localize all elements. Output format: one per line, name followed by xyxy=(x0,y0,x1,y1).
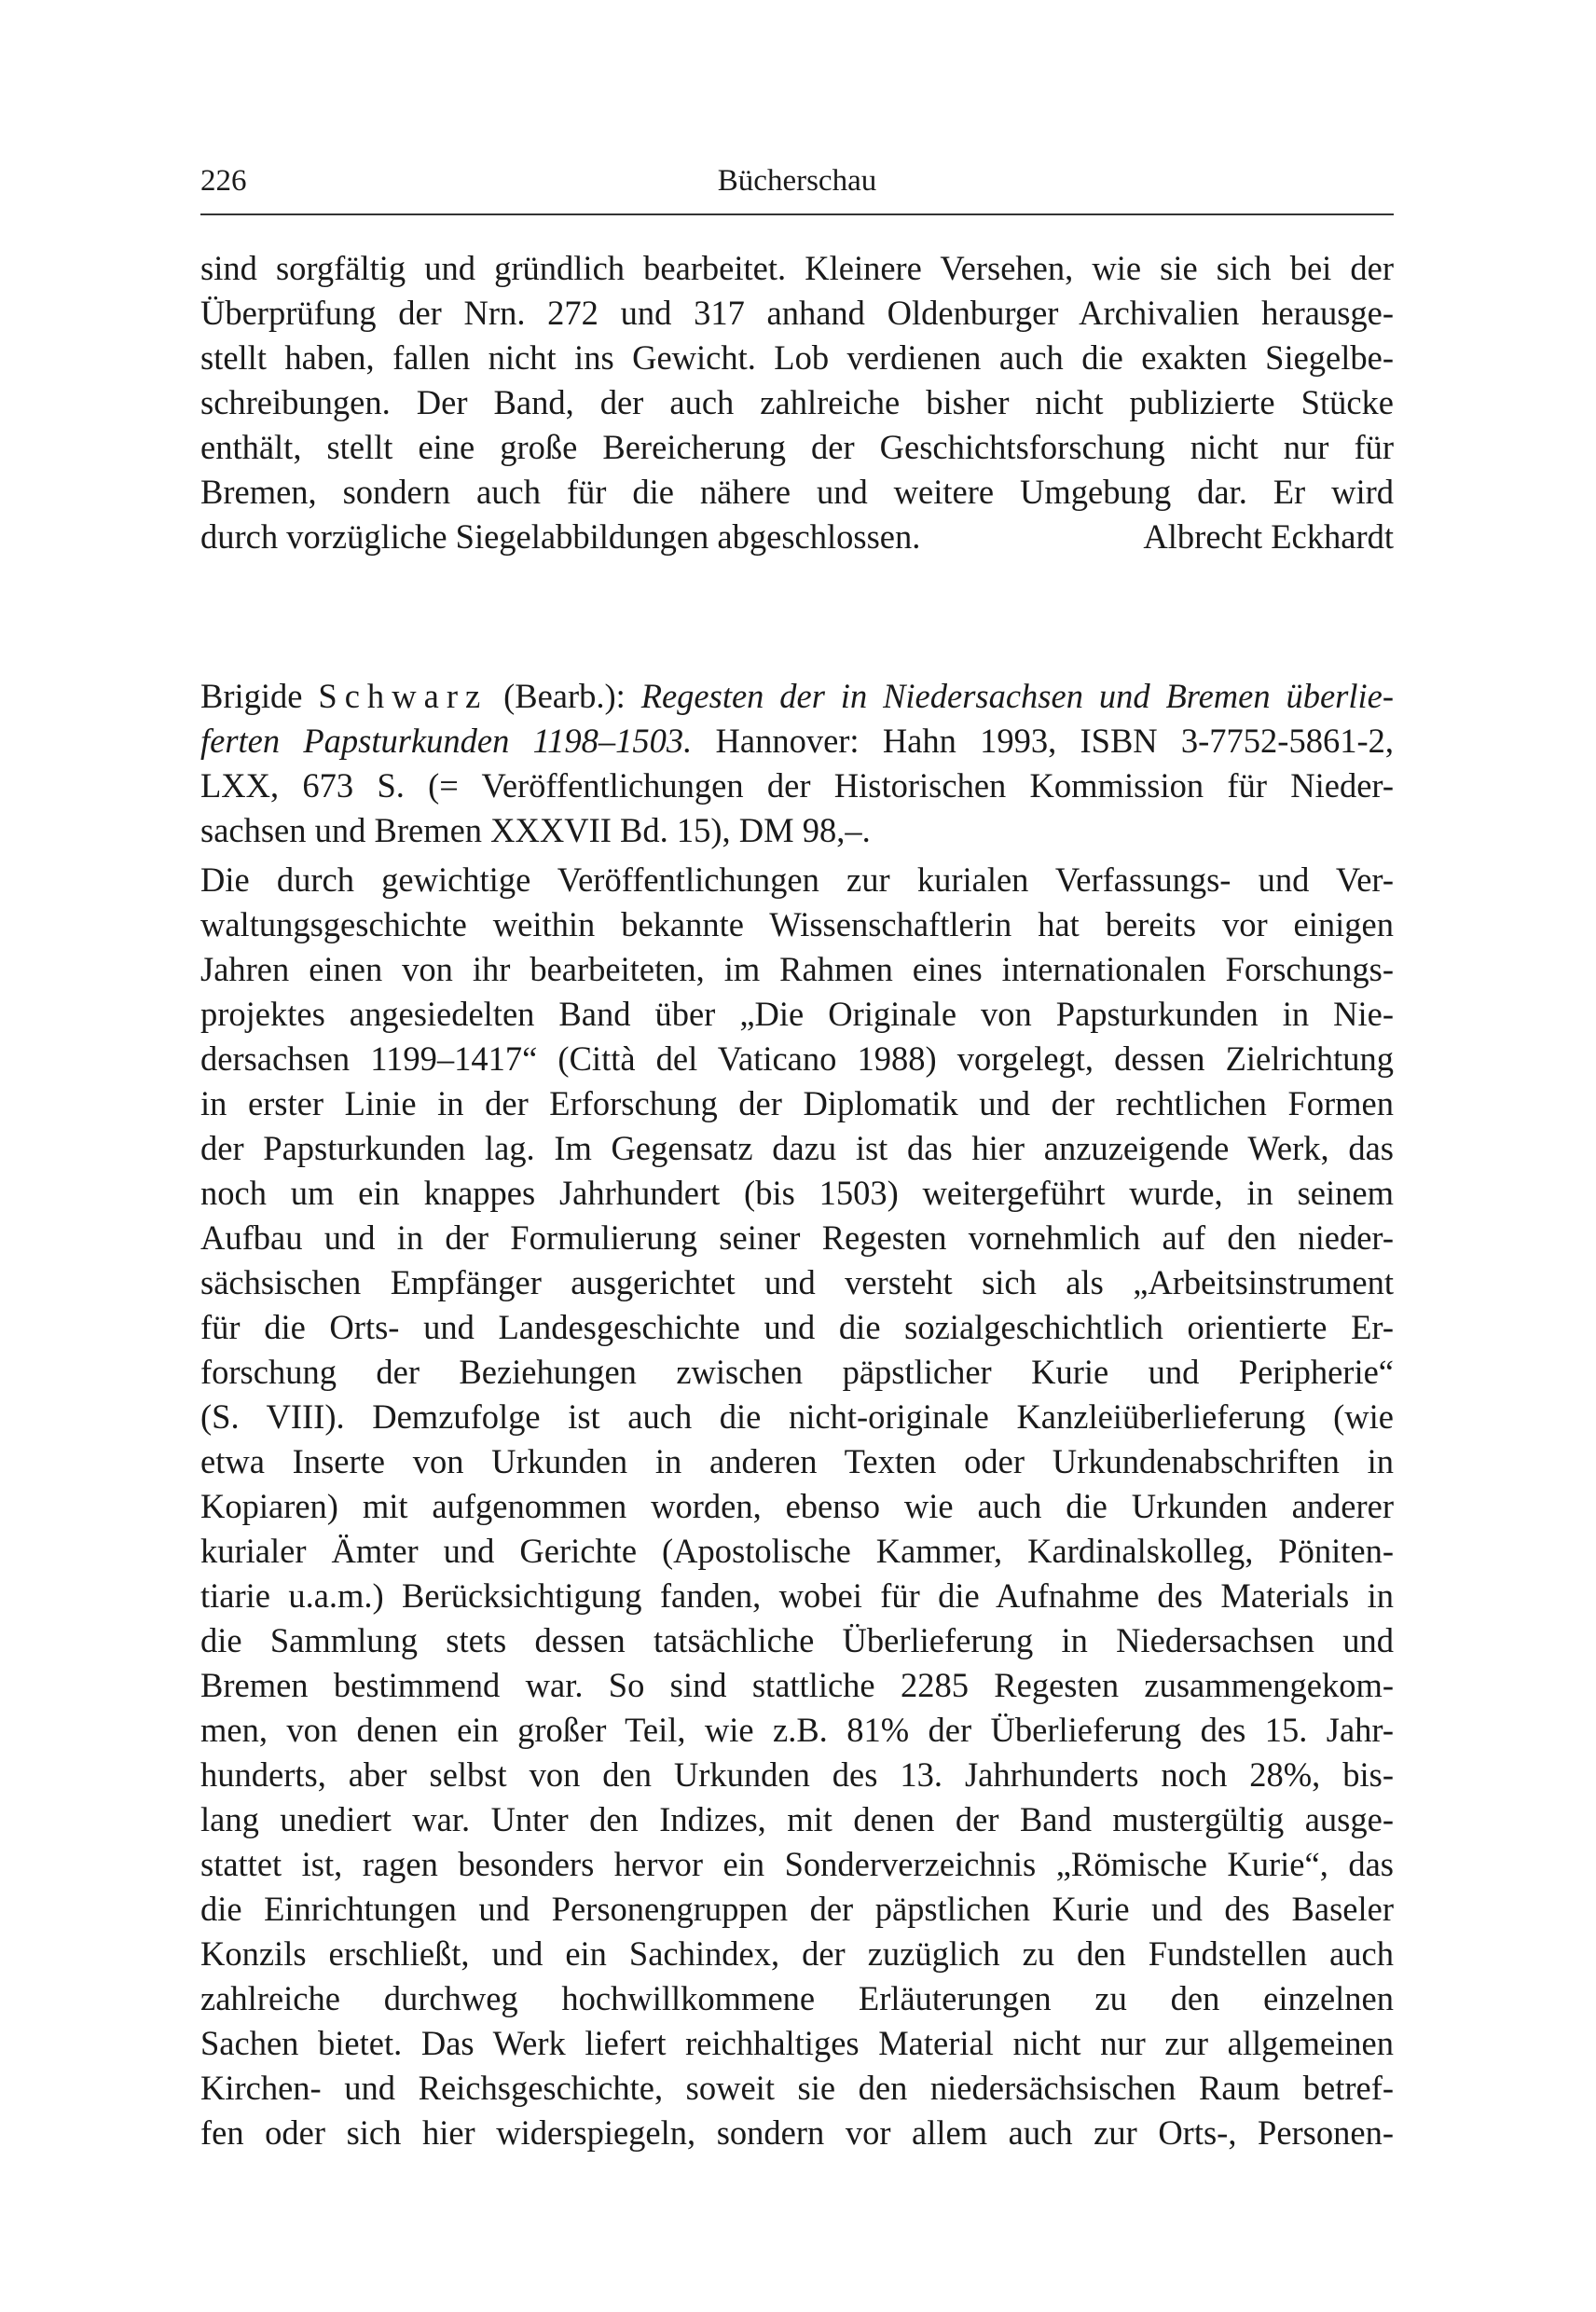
text-line: Sachen bietet. Das Werk liefert reichhaltiges Material nicht nur zur allgemeinen xyxy=(200,2024,1394,2062)
text-line: waltungsgeschichte weithin bekannte Wissenschaftlerin hat bereits vor einigen xyxy=(200,905,1394,943)
text-line: Bremen bestimmend war. So sind stattliche 2285 Regesten zusammengekom- xyxy=(200,1666,1394,1704)
text-line: Kopiaren) mit aufgenommen worden, ebenso wie auch die Urkunden anderer xyxy=(200,1487,1394,1525)
text-line: tiarie u.a.m.) Berücksichtigung fanden, wobei für die Aufnahme des Materials in xyxy=(200,1576,1394,1615)
text-line: enthält, stellt eine große Bereicherung der Geschichtsforschung nicht nur für xyxy=(200,428,1394,466)
citation-line: LXX, 673 S. (= Veröffentlichungen der Historischen Kommission für Nieder- xyxy=(200,766,1394,805)
text-line: forschung der Beziehungen zwischen päpstlicher Kurie und Peripherie“ xyxy=(200,1353,1394,1391)
text-line: Überprüfung der Nrn. 272 und 317 anhand Oldenburger Archivalien herausge- xyxy=(200,294,1394,332)
text-line: die Einrichtungen und Personengruppen der päpstlichen Kurie und des Baseler xyxy=(200,1890,1394,1928)
text-line: zahlreiche durchweg hochwillkommene Erläuterungen zu den einzelnen xyxy=(200,1979,1394,2017)
text-line: Jahren einen von ihr bearbeiteten, im Rahmen eines internationalen Forschungs- xyxy=(200,950,1394,988)
text-line: fen oder sich hier widerspiegeln, sondern vor allem auch zur Orts-, Personen- xyxy=(200,2113,1394,2152)
page-number: 226 xyxy=(200,164,247,198)
citation-block xyxy=(200,674,1394,853)
text-line: sind sorgfältig und gründlich bearbeitet. Kleinere Versehen, wie sie sich bei der xyxy=(200,249,1394,287)
book-title-part1: Regesten der in Niedersachsen und Bremen überlie- xyxy=(640,677,1394,715)
text-line: men, von denen ein großer Teil, wie z.B. 81% der Überlieferung des 15. Jahr- xyxy=(200,1711,1394,1749)
text-line: dersachsen 1199–1417“ (Città del Vaticano 1988) vorgelegt, dessen Zielrichtung xyxy=(200,1039,1394,1078)
text-line: stellt haben, fallen nicht ins Gewicht. Lob verdienen auch die exakten Siegelbe- xyxy=(200,338,1394,377)
book-title-part2: ferten Papsturkunden 1198–1503. xyxy=(200,722,693,760)
text-line: lang unediert war. Unter den Indizes, mit denen der Band mustergültig ausge- xyxy=(200,1800,1394,1838)
text-line: die Sammlung stets dessen tatsächliche Überlieferung in Niedersachsen und xyxy=(200,1621,1394,1659)
publisher-info: Hannover: Hahn 1993, ISBN 3-7752-5861-2, xyxy=(692,722,1394,760)
text-line: für die Orts- und Landesgeschichte und die sozialgeschichtlich orientierte Er- xyxy=(200,1308,1394,1346)
reviewer-signature: Albrecht Eckhardt xyxy=(1143,517,1394,556)
text-line: (S. VIII). Demzufolge ist auch die nicht-originale Kanzleiüberlieferung (wie xyxy=(200,1397,1394,1436)
review-body xyxy=(200,858,1394,2155)
text-line: noch um ein knappes Jahrhundert (bis 1503) weitergeführt wurde, in seinem xyxy=(200,1174,1394,1212)
citation-line xyxy=(200,674,1394,719)
header-rule xyxy=(200,213,1394,215)
text-line: in erster Linie in der Erforschung der Diplomatik und der rechtlichen Formen xyxy=(200,1084,1394,1122)
text-line: Bremen, sondern auch für die nähere und weitere Umgebung dar. Er wird xyxy=(200,473,1394,511)
editor-note: (Bearb.): xyxy=(488,677,641,715)
text-line: Konzils erschließt, und ein Sachindex, der zuzüglich zu den Fundstellen auch xyxy=(200,1934,1394,1973)
text-line: sächsischen Empfänger ausgerichtet und versteht sich als „Arbeitsinstrument xyxy=(200,1263,1394,1301)
citation-line xyxy=(200,719,1394,764)
text-line: Kirchen- und Reichsgeschichte, soweit sie den niedersächsischen Raum betref- xyxy=(200,2069,1394,2107)
text-line: projektes angesiedelten Band über „Die Originale von Papsturkunden in Nie- xyxy=(200,995,1394,1033)
text-line: der Papsturkunden lag. Im Gegensatz dazu ist das hier anzuzeigende Werk, das xyxy=(200,1129,1394,1167)
text-line: kurialer Ämter und Gerichte (Apostolische Kammer, Kardinalskolleg, Pöniten- xyxy=(200,1532,1394,1570)
text-line: stattet ist, ragen besonders hervor ein Sonderverzeichnis „Römische Kurie“, das xyxy=(200,1845,1394,1883)
page-header xyxy=(200,153,1394,209)
author-last-name: Schwarz xyxy=(318,677,488,715)
author-first-name: Brigide xyxy=(200,677,319,715)
citation-line: sachsen und Bremen XXXVII Bd. 15), DM 98,–. xyxy=(200,811,871,849)
running-title: Bücherschau xyxy=(717,164,877,198)
text-line: etwa Inserte von Urkunden in anderen Texten oder Urkundenabschriften in xyxy=(200,1442,1394,1480)
text-line: Aufbau und in der Formulierung seiner Regesten vornehmlich auf den nieder- xyxy=(200,1218,1394,1257)
text-line: Die durch gewichtige Veröffentlichungen zur kurialen Verfassungs- und Ver- xyxy=(200,860,1394,899)
text-line: schreibungen. Der Band, der auch zahlreiche bisher nicht publizierte Stücke xyxy=(200,383,1394,421)
previous-review-text xyxy=(200,246,1394,559)
text-line: hunderts, aber selbst von den Urkunden des 13. Jahrhunderts noch 28%, bis- xyxy=(200,1755,1394,1794)
text-line: durch vorzügliche Siegelabbildungen abgeschlossen. xyxy=(200,517,921,556)
